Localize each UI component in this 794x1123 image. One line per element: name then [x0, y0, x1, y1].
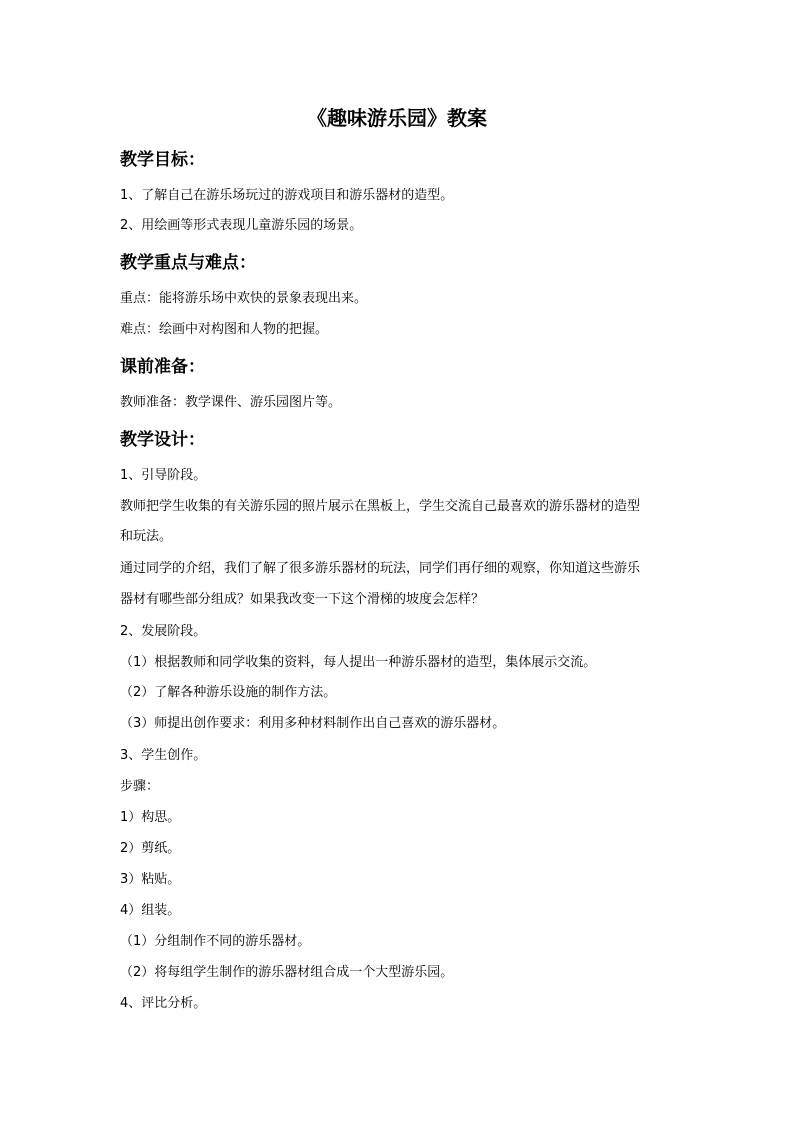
key-point-line: 难点：绘画中对构图和人物的把握。: [120, 322, 329, 337]
design-line: （1）根据教师和同学收集的资料，每人提出一种游乐器材的造型，集体展示交流。: [120, 655, 597, 670]
design-line: 3、学生创作。: [120, 748, 207, 763]
heading-design: 教学设计：: [120, 430, 205, 450]
heading-objectives: 教学目标：: [120, 150, 205, 170]
design-line: 1）构思。: [120, 810, 181, 825]
key-point-line: 重点：能将游乐场中欢快的景象表现出来。: [120, 291, 368, 306]
document-title: 《趣味游乐园》教案: [307, 106, 487, 130]
objective-line: 2、用绘画等形式表现儿童游乐园的场景。: [120, 218, 363, 233]
design-line: 步骤：: [120, 779, 160, 794]
design-line: （2）了解各种游乐设施的制作方法。: [120, 685, 337, 700]
design-line: 2、发展阶段。: [120, 624, 207, 639]
design-line: 4、评比分析。: [120, 996, 207, 1011]
preparation-line: 教师准备：教学课件、游乐园图片等。: [120, 395, 342, 410]
design-line: 3）粘贴。: [120, 872, 181, 887]
objective-line: 1、了解自己在游乐场玩过的游戏项目和游乐器材的造型。: [120, 188, 454, 203]
design-line: 通过同学的介绍，我们了解了很多游乐器材的玩法，同学们再仔细的观察，你知道这些游乐: [120, 561, 641, 576]
design-line: （2）将每组学生制作的游乐器材组合成一个大型游乐园。: [120, 965, 454, 980]
design-line: 1、引导阶段。: [120, 468, 207, 483]
design-line: （1）分组制作不同的游乐器材。: [120, 934, 311, 949]
design-line: 4）组装。: [120, 903, 181, 918]
design-line: 教师把学生收集的有关游乐园的照片展示在黑板上，学生交流自己最喜欢的游乐器材的造型: [120, 499, 641, 514]
heading-preparation: 课前准备：: [120, 357, 205, 377]
design-line: 2）剪纸。: [120, 841, 181, 856]
design-line: 器材有哪些部分组成？如果我改变一下这个滑梯的坡度会怎样？: [120, 592, 485, 607]
heading-key-points: 教学重点与难点：: [120, 253, 256, 273]
design-line: （3）师提出创作要求：利用多种材料制作出自己喜欢的游乐器材。: [120, 716, 506, 731]
design-line: 和玩法。: [120, 529, 173, 544]
